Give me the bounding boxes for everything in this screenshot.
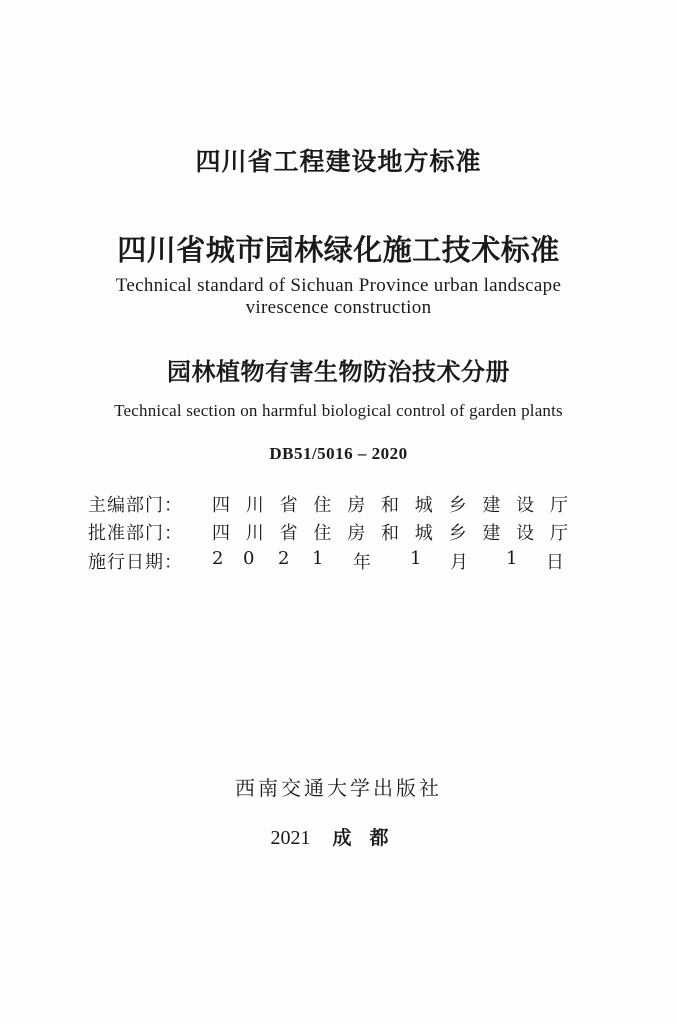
approver-char: 城 [414,523,433,544]
approver-char: 四 [212,523,230,544]
editor-char: 乡 [448,495,467,516]
editor-label: 主编部门： [88,495,183,516]
approver-char: 厅 [549,523,568,544]
approver-char: 和 [380,523,399,544]
publisher-name: 西南交通大学出版社 [235,776,442,800]
year-digit: 0 [243,548,255,569]
approver-label: 批准部门： [88,523,183,544]
editor-char: 住 [313,495,332,516]
editor-char: 四 [212,495,230,516]
editor-char: 建 [482,495,501,516]
chinese-title: 四川省城市园林绿化施工技术标准 [117,233,560,267]
approver-char: 住 [313,523,332,544]
editor-char: 设 [516,495,535,516]
approver-char: 省 [279,523,298,544]
year-digit: 1 [312,548,324,569]
english-section-title: Technical section on harmful biological control of garden plants [114,401,563,420]
series-title: 四川省工程建设地方标准 [195,147,482,176]
approver-value [212,519,568,545]
year-digit: 2 [278,548,290,569]
month-value: 1 [410,548,422,569]
approver-char: 川 [245,523,264,544]
english-title-line-1: Technical standard of Sichuan Province urban landscape [115,275,562,296]
approver-char: 设 [516,523,535,544]
english-title-line-2: virescence construction [245,297,432,318]
approver-char: 房 [347,523,366,544]
editor-value [212,491,568,517]
year-unit: 年 [353,552,371,573]
chinese-section-title: 园林植物有害生物防治技术分册 [167,358,510,386]
editor-char: 省 [279,495,298,516]
month-unit: 月 [450,552,468,573]
day-unit: 日 [546,552,564,573]
approver-char: 乡 [448,523,467,544]
editor-char: 房 [347,495,366,516]
editor-char: 和 [380,495,399,516]
day-value: 1 [506,548,518,569]
imprint [0,823,677,850]
editor-char: 厅 [549,495,568,516]
imprint-year: 2021 [270,827,311,849]
editor-char: 川 [245,495,264,516]
editor-char: 城 [414,495,433,516]
imprint-city: 成都 [332,827,407,849]
effective-date-label: 施行日期： [88,552,183,573]
standard-code: DB51/5016 – 2020 [269,444,408,463]
year-digit: 2 [212,548,224,569]
approver-char: 建 [482,523,501,544]
